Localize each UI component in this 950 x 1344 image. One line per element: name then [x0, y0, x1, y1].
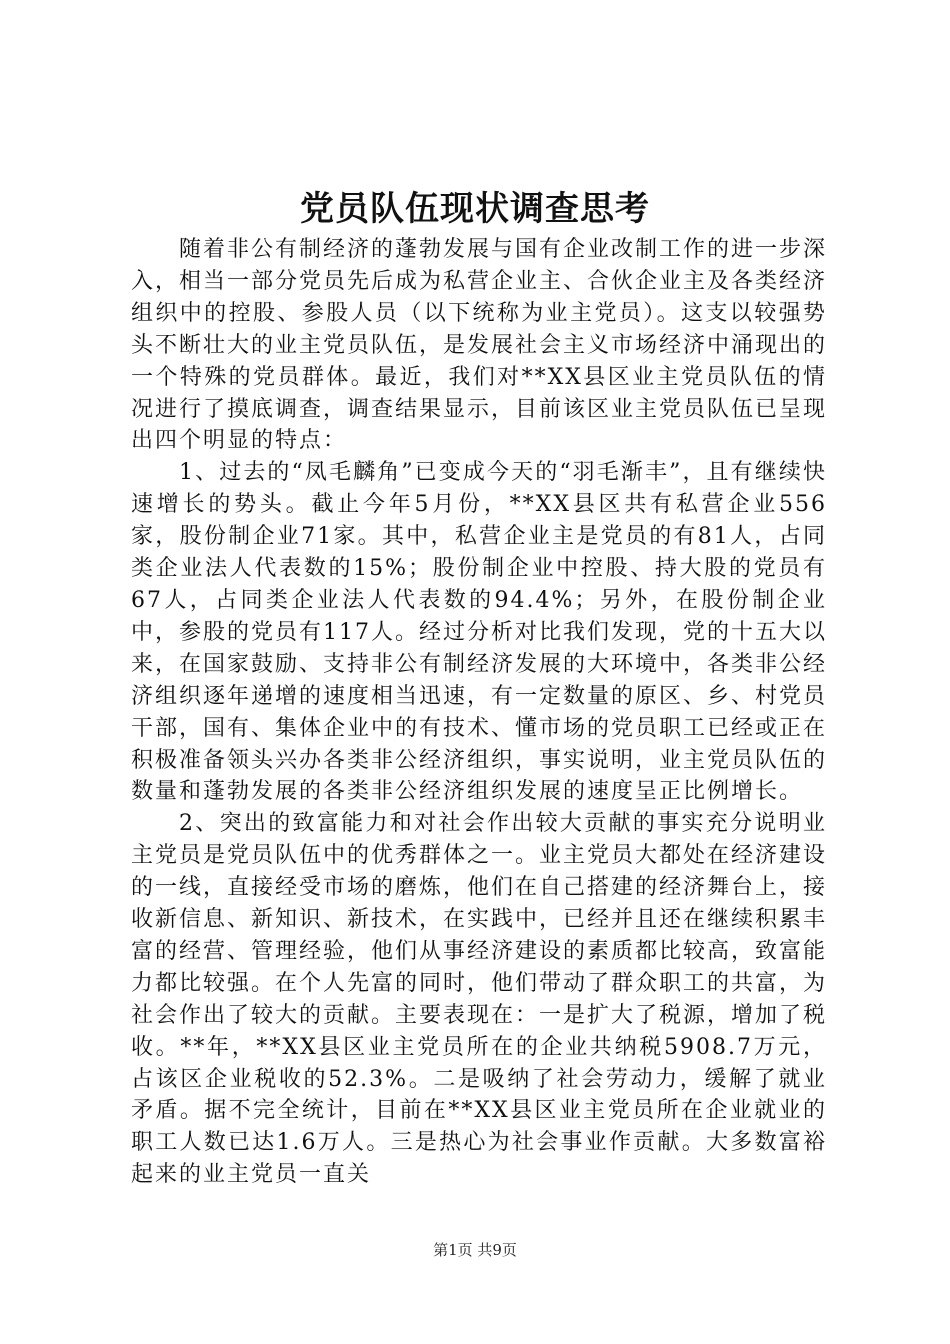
document-body — [131, 234, 827, 1191]
paragraph-intro: 随着非公有制经济的蓬勃发展与国有企业改制工作的进一步深入，相当一部分党员先后成为私营企业主、合伙企业主及各类经济组织中的控股、参股人员（以下统称为业主党员）。这支以较强势头不断壮大的业主党员队伍，是发展社会主义市场经济中涌现出的一个特殊的党员群体。最近，我们对**XX县区业主党员队伍的情况进行了摸底调查，调查结果显示，目前该区业主党员队伍已呈现出四个明显的特点： — [131, 237, 828, 454]
paragraph-point-2: 2、突出的致富能力和对社会作出较大贡献的事实充分说明业主党员是党员队伍中的优秀群体之一。业主党员大都处在经济建设的一线，直接经受市场的磨炼，他们在自己搭建的经济舞台上，接收新信息、新知识、新技术，在实践中，已经并且还在继续积累丰富的经营、管理经验，他们从事经济建设的素质都比较高，致富能力都比较强。在个人先富的同时，他们带动了群众职工的共富，为社会作出了较大的贡献。主要表现在：一是扩大了税源，增加了税收。**年，**XX县区业主党员所在的企业共纳税5908.7万元，占该区企业税收的52.3%。二是吸纳了社会劳动力，缓解了就业矛盾。据不完全统计，目前在**XX县区业主党员所在企业就业的职工人数已达1.6万人。三是热心为社会事业作贡献。大多数富裕起来的业主党员一直关 — [131, 811, 828, 1188]
paragraph-point-1: 1、过去的“凤毛麟角”已变成今天的“羽毛渐丰”，且有继续快速增长的势头。截止今年5月份，**XX县区共有私营企业556家，股份制企业71家。其中，私营企业主是党员的有81人，占同类企业法人代表数的15%；股份制企业中控股、持大股的党员有67人，占同类企业法人代表数的94.4%；另外，在股份制企业中，参股的党员有117人。经过分析对比我们发现，党的十五大以来，在国家鼓励、支持非公有制经济发展的大环境中，各类非公经济组织逐年递增的速度相当迅速，有一定数量的原区、乡、村党员干部，国有、集体企业中的有技术、懂市场的党员职工已经或正在积极准备领头兴办各类非公经济组织，事实说明，业主党员队伍的数量和蓬勃发展的各类非公经济组织发展的速度呈正比例增长。 — [131, 460, 828, 805]
document-title: 党员队伍现状调查思考 — [300, 189, 650, 229]
page-number-footer: 第1页 共9页 — [433, 1241, 517, 1259]
